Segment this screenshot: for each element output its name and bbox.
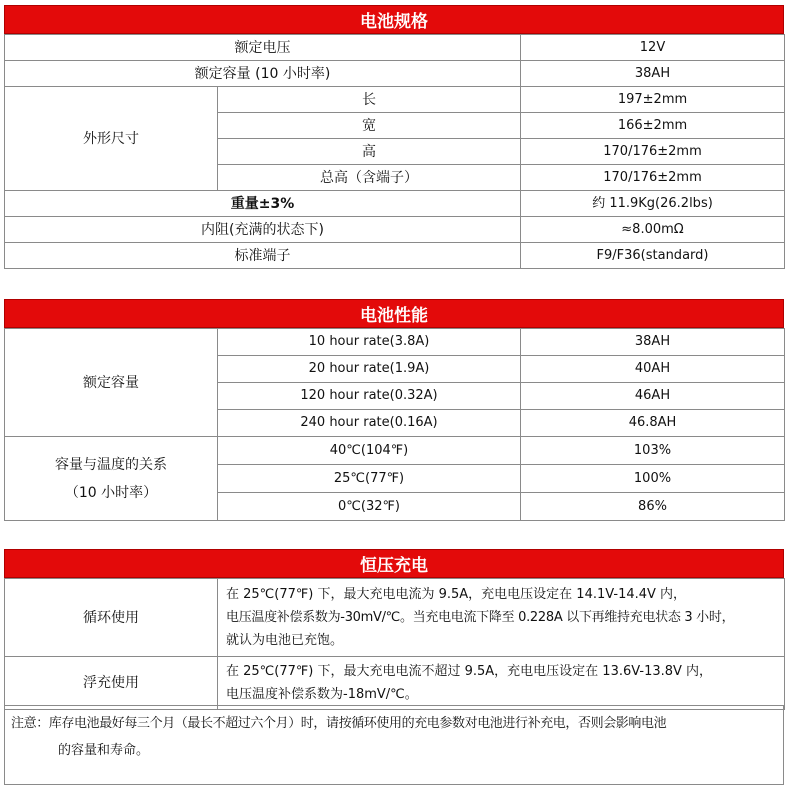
cycle-text bbox=[218, 579, 785, 657]
perf-capacity-label: 额定容量 bbox=[5, 329, 218, 437]
table-row bbox=[5, 61, 785, 87]
cycle-label: 循环使用 bbox=[5, 579, 218, 657]
charge-table bbox=[4, 578, 785, 710]
charge-section bbox=[4, 549, 784, 710]
dim-height-value: 170/176±2mm bbox=[521, 139, 785, 165]
temp-value: 100% bbox=[521, 465, 785, 493]
table-row bbox=[5, 87, 785, 113]
table-row bbox=[5, 191, 785, 217]
dims-label: 外形尺寸 bbox=[5, 87, 218, 191]
spec-header: 电池规格 bbox=[4, 5, 784, 34]
table-row bbox=[5, 329, 785, 356]
temp-value: 86% bbox=[521, 493, 785, 521]
perf-table bbox=[4, 328, 785, 521]
weight-label: 重量±3% bbox=[5, 191, 521, 217]
temp-relation-label bbox=[5, 437, 218, 521]
resistance-value: ≈8.00mΩ bbox=[521, 217, 785, 243]
perf-header: 电池性能 bbox=[4, 299, 784, 328]
dim-width-label: 宽 bbox=[218, 113, 521, 139]
capacity-label: 额定容量 (10 小时率) bbox=[5, 61, 521, 87]
temp-relation-line2: （10 小时率） bbox=[64, 484, 158, 501]
table-row bbox=[5, 35, 785, 61]
temp-relation-line1: 容量与温度的关系 bbox=[55, 456, 167, 473]
dim-total-label: 总高（含端子） bbox=[218, 165, 521, 191]
temp-label: 25℃(77℉) bbox=[218, 465, 521, 493]
storage-note bbox=[4, 705, 784, 785]
rate-value: 46AH bbox=[521, 383, 785, 410]
voltage-value: 12V bbox=[521, 35, 785, 61]
cycle-line3: 就认为电池已充饱。 bbox=[226, 633, 344, 648]
spec-table bbox=[4, 34, 785, 269]
terminal-value: F9/F36(standard) bbox=[521, 243, 785, 269]
resistance-label: 内阻(充满的状态下) bbox=[5, 217, 521, 243]
table-row bbox=[5, 437, 785, 465]
table-row bbox=[5, 657, 785, 710]
table-row bbox=[5, 579, 785, 657]
spec-section bbox=[4, 5, 784, 269]
terminal-label: 标准端子 bbox=[5, 243, 521, 269]
voltage-label: 额定电压 bbox=[5, 35, 521, 61]
dim-total-value: 170/176±2mm bbox=[521, 165, 785, 191]
float-text bbox=[218, 657, 785, 710]
perf-section bbox=[4, 299, 784, 521]
float-label: 浮充使用 bbox=[5, 657, 218, 710]
rate-label: 20 hour rate(1.9A) bbox=[218, 356, 521, 383]
charge-header: 恒压充电 bbox=[4, 549, 784, 578]
rate-value: 40AH bbox=[521, 356, 785, 383]
float-line2: 电压温度补偿系数为-18mV/℃。 bbox=[226, 687, 418, 702]
capacity-value: 38AH bbox=[521, 61, 785, 87]
temp-value: 103% bbox=[521, 437, 785, 465]
note-line1: 注意：库存电池最好每三个月（最长不超过六个月）时，请按循环使用的充电参数对电池进行补充电，否则会影响电池 bbox=[11, 716, 667, 731]
rate-value: 38AH bbox=[521, 329, 785, 356]
rate-label: 120 hour rate(0.32A) bbox=[218, 383, 521, 410]
dim-length-value: 197±2mm bbox=[521, 87, 785, 113]
table-row bbox=[5, 217, 785, 243]
table-row bbox=[5, 243, 785, 269]
rate-label: 240 hour rate(0.16A) bbox=[218, 410, 521, 437]
float-line1: 在 25℃(77℉) 下，最大充电电流不超过 9.5A，充电电压设定在 13.6V-13.8V 内， bbox=[226, 664, 713, 679]
dim-length-label: 长 bbox=[218, 87, 521, 113]
rate-value: 46.8AH bbox=[521, 410, 785, 437]
cycle-line1: 在 25℃(77℉) 下，最大充电电流为 9.5A，充电电压设定在 14.1V-14.4V 内， bbox=[226, 587, 687, 602]
dim-height-label: 高 bbox=[218, 139, 521, 165]
cycle-line2: 电压温度补偿系数为-30mV/℃。当充电电流下降至 0.228A 以下再维持充电状态 3 小时， bbox=[226, 610, 735, 625]
dim-width-value: 166±2mm bbox=[521, 113, 785, 139]
note-line2: 的容量和寿命。 bbox=[58, 743, 150, 758]
rate-label: 10 hour rate(3.8A) bbox=[218, 329, 521, 356]
weight-value: 约 11.9Kg(26.2lbs) bbox=[521, 191, 785, 217]
temp-label: 40℃(104℉) bbox=[218, 437, 521, 465]
temp-label: 0℃(32℉) bbox=[218, 493, 521, 521]
